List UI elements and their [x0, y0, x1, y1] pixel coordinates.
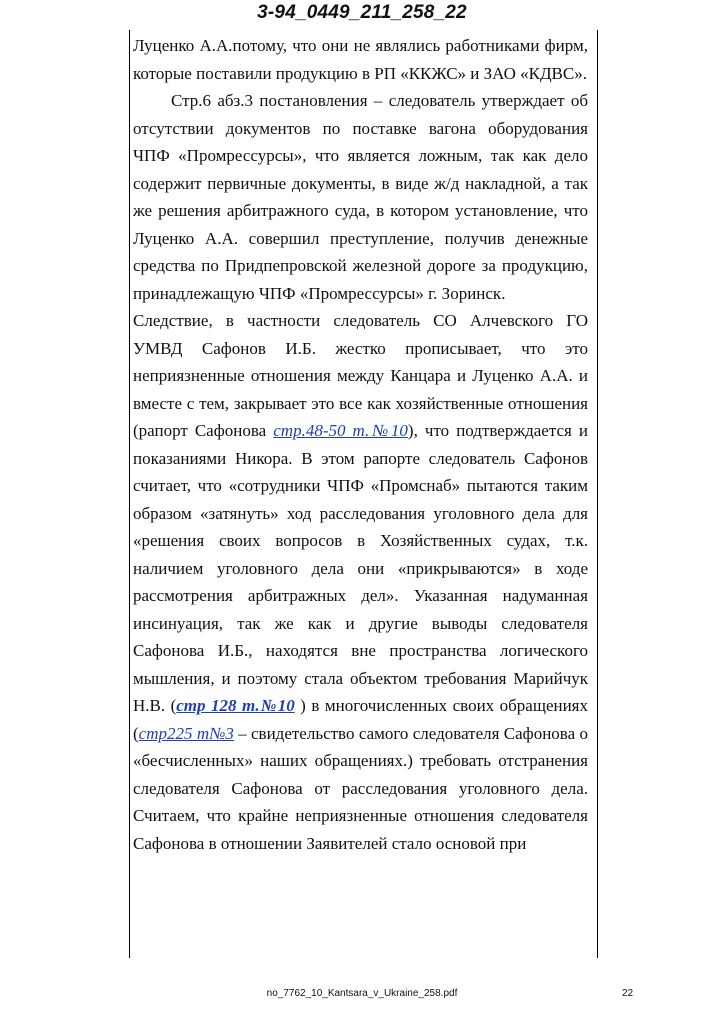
page-number: 22 — [622, 988, 634, 999]
paragraph-3-text-d: – свидетельство самого следователя Сафонова о «бесчисленных» наших обращениях.) требовать отстранения следователя Сафонова от расследования уголовного дела. Считаем, что крайне неприязненные отношения следователя Сафонова в отношении Заявителей стало основой при — [133, 723, 588, 853]
reference-link-3[interactable]: стр225 т№3 — [138, 723, 234, 743]
reference-link-1[interactable]: стр.48-50 т.№10 — [273, 421, 408, 440]
footer-filename: no_7762_10_Kantsara_v_Ukraine_258.pdf — [266, 988, 458, 999]
paragraph-1: Луценко А.А.потому, что они не являлись работниками фирм, которые поставили продукцию в РП «ККЖС» и ЗАО «КДВС». — [133, 36, 588, 83]
paragraph-3-text-a: Следствие, в частности следователь СО Алчевского ГО УМВД Сафонов И.Б. жестко прописывает, что это неприязненные отношения между Канцара и Луценко А.А. и вместе с тем, закрывает это все как хозяйственные отношения (рапорт Сафонова — [133, 311, 588, 440]
document-body — [133, 32, 588, 857]
right-margin-line — [597, 30, 598, 958]
paragraph-2: Стр.6 абз.3 постановления – следователь утверждает об отсутствии документов по поставке вагона оборудования ЧПФ «Промрессурсы», что является ложным, так как дело содержит первичные документы, в виде ж/д накладной, а так же решения арбитражного суда, в котором установление, что Луценко А.А. совершил преступление, получив денежные средства по Придпепровской железной дороге за продукцию, принадлежащую ЧПФ «Промрессурсы» г. Зоринск. — [133, 91, 588, 303]
paragraph-3 — [133, 307, 588, 857]
paragraph-3-text-c: ) в многочисленных своих обращениях ( — [133, 696, 588, 743]
paragraph-3-text-b: ), что подтверждается и показаниями Никора. В этом рапорте следователь Сафонов считает, что «сотрудники ЧПФ «Промснаб» пытаются таким образом «затянуть» ход расследования уголовного дела для «решения своих вопросов в Хозяйственных судах, т.к. наличием уголовного дела они «прикрываются» в ходе рассмотрения арбитражных дел». Указанная надуманная инсинуация, так же как и другие выводы следователя Сафонова И.Б., находятся вне пространства логического мышления, и поэтому стала объектом требования Марийчук Н.В. ( — [133, 421, 588, 715]
reference-link-2[interactable]: стр 128 т.№10 — [176, 696, 295, 715]
left-margin-line — [129, 30, 130, 958]
case-number-header: 3-94_0449_211_258_22 — [257, 2, 467, 23]
